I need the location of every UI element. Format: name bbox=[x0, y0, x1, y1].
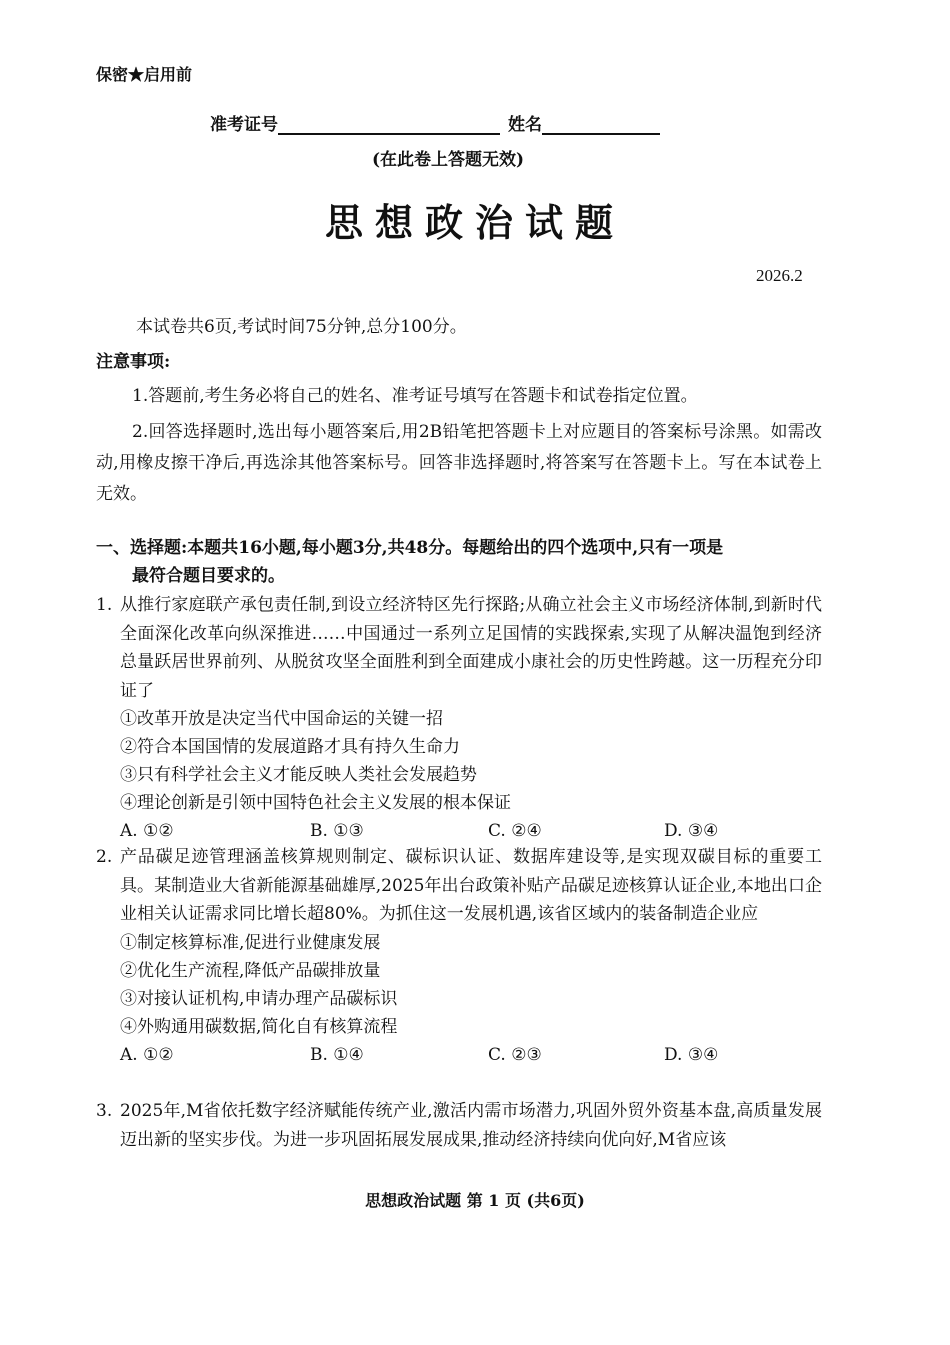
choice-d: D. ③④ bbox=[664, 1044, 719, 1065]
question-3 bbox=[96, 1097, 822, 1154]
question-1-number: 1. bbox=[96, 595, 113, 615]
section-heading-line2: 最符合题目要求的。 bbox=[132, 566, 285, 586]
choice-c: C. ②③ bbox=[488, 1044, 542, 1065]
name-blank bbox=[542, 111, 660, 135]
question-2-option: ④外购通用碳数据,简化自有核算流程 bbox=[120, 1016, 398, 1037]
name-label: 姓名 bbox=[508, 115, 542, 135]
question-2-choices bbox=[120, 1041, 822, 1069]
confidential-mark: 保密★启用前 bbox=[96, 65, 193, 84]
choice-a: A. ①② bbox=[120, 1044, 174, 1065]
choice-b: B. ①④ bbox=[310, 1044, 364, 1065]
question-2-option: ①制定核算标准,促进行业健康发展 bbox=[120, 932, 381, 953]
question-2-number: 2. bbox=[96, 847, 113, 867]
exam-id-label: 准考证号 bbox=[210, 115, 278, 135]
page-footer: 思想政治试题 第 1 页 (共6页) bbox=[365, 1191, 585, 1210]
page-title: 思想政治试题 bbox=[324, 200, 625, 245]
invalid-answer-note: (在此卷上答题无效) bbox=[372, 150, 525, 170]
exam-date: 2026.2 bbox=[756, 266, 803, 285]
question-1-stem: 从推行家庭联产承包责任制,到设立经济特区先行探路;从确立社会主义市场经济体制,到新时代全面深化改革向纵深推进……中国通过一系列立足国情的实践探索,实现了从解决温饱到经济总量跃居世界前列、从脱贫攻坚全面胜利到全面建成小康社会的历史性跨越。这一历程充分印证了 bbox=[120, 595, 822, 701]
question-2-option: ③对接认证机构,申请办理产品碳标识 bbox=[120, 988, 398, 1009]
question-1-option: ④理论创新是引领中国特色社会主义发展的根本保证 bbox=[120, 793, 511, 813]
candidate-info-line bbox=[210, 110, 660, 135]
question-3-stem: 2025年,M省依托数字经济赋能传统产业,激活内需市场潜力,巩固外贸外资基本盘,高质量发展迈出新的坚实步伐。为进一步巩固拓展发展成果,推动经济持续向优向好,M省应该 bbox=[120, 1101, 822, 1150]
question-1-choices bbox=[120, 817, 822, 845]
section-heading bbox=[96, 534, 723, 590]
question-1-option: ②符合本国国情的发展道路才具有持久生命力 bbox=[120, 737, 460, 757]
section-heading-line1: 一、选择题:本题共16小题,每小题3分,共48分。每题给出的四个选项中,只有一项是 bbox=[96, 538, 724, 558]
choice-c: C. ②④ bbox=[488, 821, 542, 841]
question-1-option: ①改革开放是决定当代中国命运的关键一招 bbox=[120, 709, 443, 729]
choice-a: A. ①② bbox=[120, 821, 174, 841]
exam-id-blank bbox=[278, 111, 500, 135]
notice-item-2: 2.回答选择题时,选出每小题答案后,用2B铅笔把答题卡上对应题目的答案标号涂黑。如需改动,用橡皮擦干净后,再选涂其他答案标号。回答非选择题时,将答案写在答题卡上。写在本试卷上无效。 bbox=[96, 422, 822, 504]
choice-b: B. ①③ bbox=[310, 821, 364, 841]
question-3-number: 3. bbox=[96, 1101, 113, 1121]
question-1-option: ③只有科学社会主义才能反映人类社会发展趋势 bbox=[120, 765, 477, 785]
exam-intro: 本试卷共6页,考试时间75分钟,总分100分。 bbox=[136, 317, 467, 337]
notice-heading: 注意事项: bbox=[96, 352, 171, 372]
question-2 bbox=[96, 843, 822, 1069]
question-1 bbox=[96, 591, 822, 845]
notice-item-1: 1.答题前,考生务必将自己的姓名、准考证号填写在答题卡和试卷指定位置。 bbox=[132, 386, 698, 406]
question-2-stem: 产品碳足迹管理涵盖核算规则制定、碳标识认证、数据库建设等,是实现双碳目标的重要工具。某制造业大省新能源基础雄厚,2025年出台政策补贴产品碳足迹核算认证企业,本地出口企业相关认证需求同比增长超80%。为抓住这一发展机遇,该省区域内的装备制造企业应 bbox=[120, 847, 822, 924]
question-2-option: ②优化生产流程,降低产品碳排放量 bbox=[120, 960, 381, 981]
choice-d: D. ③④ bbox=[664, 821, 719, 841]
